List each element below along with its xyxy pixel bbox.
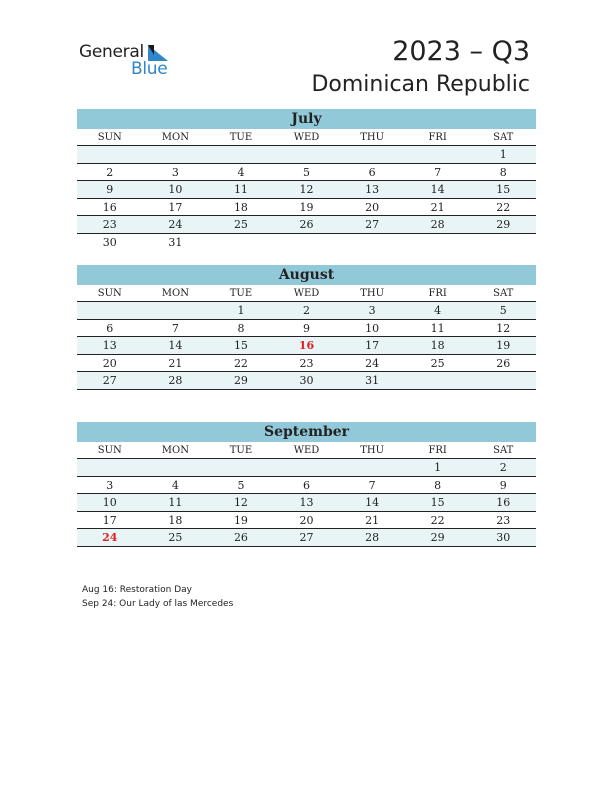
weekday-header-row bbox=[77, 442, 536, 459]
day-cell bbox=[339, 459, 405, 476]
month-title: September bbox=[77, 422, 536, 442]
week-row bbox=[77, 355, 536, 373]
day-cell: 13 bbox=[102, 339, 117, 352]
logo-word-general: General bbox=[79, 42, 144, 62]
day-cell: 8 bbox=[237, 321, 245, 335]
day-cell: 11 bbox=[430, 321, 445, 335]
day-cell bbox=[77, 302, 143, 319]
day-cell: 6 bbox=[368, 165, 376, 179]
week-row bbox=[77, 372, 536, 390]
day-cell bbox=[143, 459, 209, 476]
day-cell: 3 bbox=[368, 304, 376, 317]
day-cell: 20 bbox=[299, 513, 314, 527]
day-cell bbox=[143, 146, 209, 163]
day-cell: 4 bbox=[434, 304, 442, 317]
day-cell: 16 bbox=[102, 200, 117, 214]
holiday-note: Aug 16: Restoration Day bbox=[82, 585, 192, 595]
day-cell: 9 bbox=[303, 321, 311, 335]
week-row bbox=[77, 216, 536, 234]
week-row bbox=[77, 181, 536, 199]
page-title: 2023 – Q3 bbox=[392, 36, 530, 67]
day-cell: 11 bbox=[233, 183, 248, 196]
week-row bbox=[77, 459, 536, 477]
day-cell: 16 bbox=[496, 496, 511, 509]
day-cell bbox=[339, 234, 405, 252]
weekday-label: THU bbox=[360, 445, 385, 456]
day-cell: 14 bbox=[430, 183, 445, 196]
day-cell: 21 bbox=[430, 200, 445, 214]
country-name: Dominican Republic bbox=[311, 72, 530, 97]
day-cell: 5 bbox=[303, 165, 311, 179]
weekday-header-row bbox=[77, 285, 536, 302]
day-cell bbox=[208, 234, 274, 252]
day-cell: 12 bbox=[496, 321, 511, 335]
day-cell: 11 bbox=[168, 496, 183, 509]
day-cell: 29 bbox=[430, 531, 445, 544]
week-row bbox=[77, 529, 536, 547]
day-cell: 22 bbox=[496, 200, 511, 214]
day-cell bbox=[405, 146, 471, 163]
week-row bbox=[77, 302, 536, 320]
day-cell bbox=[405, 372, 471, 389]
weekday-label: SAT bbox=[493, 132, 514, 143]
day-cell: 5 bbox=[499, 304, 507, 317]
day-cell: 1 bbox=[499, 148, 507, 161]
day-cell: 1 bbox=[237, 304, 245, 317]
day-cell: 20 bbox=[102, 356, 117, 370]
weekday-label: WED bbox=[293, 132, 320, 143]
weekday-label: TUE bbox=[229, 132, 253, 143]
weekday-label: TUE bbox=[229, 288, 253, 299]
day-cell: 25 bbox=[168, 531, 183, 544]
weekday-label: MON bbox=[161, 132, 189, 143]
day-cell bbox=[77, 459, 143, 476]
day-cell: 24 bbox=[168, 218, 183, 231]
day-cell: 3 bbox=[171, 165, 179, 179]
holiday-day-cell: 24 bbox=[102, 531, 118, 544]
day-cell: 24 bbox=[365, 356, 380, 370]
day-cell: 9 bbox=[499, 478, 507, 492]
month-title: July bbox=[77, 109, 536, 129]
day-cell: 26 bbox=[299, 218, 314, 231]
weekday-header-row bbox=[77, 129, 536, 146]
day-cell: 17 bbox=[168, 200, 183, 214]
month-august bbox=[77, 265, 536, 390]
day-cell bbox=[208, 146, 274, 163]
day-cell: 14 bbox=[168, 339, 183, 352]
weekday-label: WED bbox=[293, 445, 320, 456]
day-cell: 28 bbox=[430, 218, 445, 231]
day-cell: 26 bbox=[233, 531, 248, 544]
day-cell: 12 bbox=[299, 183, 314, 196]
day-cell: 27 bbox=[102, 374, 117, 387]
day-cell: 31 bbox=[365, 374, 380, 387]
day-cell: 31 bbox=[168, 235, 183, 249]
day-cell bbox=[208, 459, 274, 476]
day-cell: 10 bbox=[168, 183, 183, 196]
day-cell: 20 bbox=[365, 200, 380, 214]
weekday-label: FRI bbox=[428, 288, 447, 299]
week-row bbox=[77, 164, 536, 182]
day-cell bbox=[143, 302, 209, 319]
day-cell bbox=[470, 234, 536, 252]
day-cell: 6 bbox=[303, 478, 311, 492]
day-cell bbox=[339, 146, 405, 163]
day-cell: 7 bbox=[171, 321, 179, 335]
day-cell: 22 bbox=[430, 513, 445, 527]
day-cell: 7 bbox=[368, 478, 376, 492]
weekday-label: THU bbox=[360, 132, 385, 143]
weekday-label: MON bbox=[161, 445, 189, 456]
weekday-label: THU bbox=[360, 288, 385, 299]
day-cell: 17 bbox=[102, 513, 117, 527]
day-cell: 3 bbox=[106, 478, 114, 492]
weekday-label: SUN bbox=[97, 288, 122, 299]
day-cell bbox=[274, 234, 340, 252]
week-row bbox=[77, 199, 536, 217]
holiday-day-cell: 16 bbox=[298, 339, 315, 352]
weekday-label: SUN bbox=[97, 445, 122, 456]
day-cell: 23 bbox=[299, 356, 314, 370]
week-row bbox=[77, 320, 536, 338]
holiday-note: Sep 24: Our Lady of las Mercedes bbox=[82, 599, 234, 609]
day-cell: 22 bbox=[233, 356, 248, 370]
week-row bbox=[77, 146, 536, 164]
day-cell: 5 bbox=[237, 478, 245, 492]
weekday-label: SUN bbox=[97, 132, 122, 143]
day-cell: 19 bbox=[233, 513, 248, 527]
day-cell: 21 bbox=[365, 513, 380, 527]
day-cell: 15 bbox=[233, 339, 248, 352]
day-cell: 18 bbox=[233, 200, 248, 214]
day-cell bbox=[274, 146, 340, 163]
day-cell: 8 bbox=[434, 478, 442, 492]
day-cell bbox=[405, 234, 471, 252]
weekday-label: MON bbox=[161, 288, 189, 299]
day-cell: 9 bbox=[106, 183, 114, 196]
day-cell: 2 bbox=[106, 165, 114, 179]
month-title: August bbox=[77, 265, 536, 285]
day-cell: 26 bbox=[496, 356, 511, 370]
day-cell: 13 bbox=[299, 496, 314, 509]
day-cell: 25 bbox=[430, 356, 445, 370]
weekday-label: WED bbox=[293, 288, 320, 299]
day-cell: 15 bbox=[496, 183, 511, 196]
day-cell: 2 bbox=[303, 304, 311, 317]
week-row bbox=[77, 337, 536, 355]
day-cell: 18 bbox=[168, 513, 183, 527]
day-cell: 2 bbox=[499, 461, 507, 474]
day-cell: 29 bbox=[496, 218, 511, 231]
logo-word-blue: Blue bbox=[131, 59, 168, 79]
weekday-label: FRI bbox=[428, 132, 447, 143]
weekday-label: TUE bbox=[229, 445, 253, 456]
day-cell: 21 bbox=[168, 356, 183, 370]
day-cell: 25 bbox=[233, 218, 248, 231]
day-cell: 30 bbox=[496, 531, 511, 544]
day-cell: 27 bbox=[299, 531, 314, 544]
day-cell bbox=[77, 146, 143, 163]
day-cell bbox=[470, 372, 536, 389]
day-cell: 30 bbox=[102, 235, 117, 249]
day-cell: 15 bbox=[430, 496, 445, 509]
day-cell: 8 bbox=[499, 165, 507, 179]
day-cell: 18 bbox=[430, 339, 445, 352]
day-cell: 6 bbox=[106, 321, 114, 335]
day-cell: 17 bbox=[365, 339, 380, 352]
day-cell: 1 bbox=[434, 461, 442, 474]
day-cell: 23 bbox=[496, 513, 511, 527]
day-cell: 19 bbox=[496, 339, 511, 352]
week-row bbox=[77, 512, 536, 530]
logo bbox=[79, 42, 189, 82]
weekday-label: SAT bbox=[493, 445, 514, 456]
day-cell: 14 bbox=[365, 496, 380, 509]
day-cell: 23 bbox=[102, 218, 117, 231]
day-cell: 28 bbox=[168, 374, 183, 387]
day-cell bbox=[274, 459, 340, 476]
week-row bbox=[77, 234, 536, 252]
holiday-notes bbox=[82, 583, 233, 611]
day-cell: 28 bbox=[365, 531, 380, 544]
day-cell: 13 bbox=[365, 183, 380, 196]
day-cell: 10 bbox=[102, 496, 117, 509]
week-row bbox=[77, 494, 536, 512]
day-cell: 27 bbox=[365, 218, 380, 231]
week-row bbox=[77, 477, 536, 495]
day-cell: 4 bbox=[171, 478, 179, 492]
month-september bbox=[77, 422, 536, 547]
day-cell: 7 bbox=[434, 165, 442, 179]
day-cell: 29 bbox=[233, 374, 248, 387]
day-cell: 30 bbox=[299, 374, 314, 387]
day-cell: 4 bbox=[237, 165, 245, 179]
weekday-label: FRI bbox=[428, 445, 447, 456]
weekday-label: SAT bbox=[493, 288, 514, 299]
day-cell: 10 bbox=[365, 321, 380, 335]
day-cell: 12 bbox=[233, 496, 248, 509]
day-cell: 19 bbox=[299, 200, 314, 214]
month-july bbox=[77, 109, 536, 251]
